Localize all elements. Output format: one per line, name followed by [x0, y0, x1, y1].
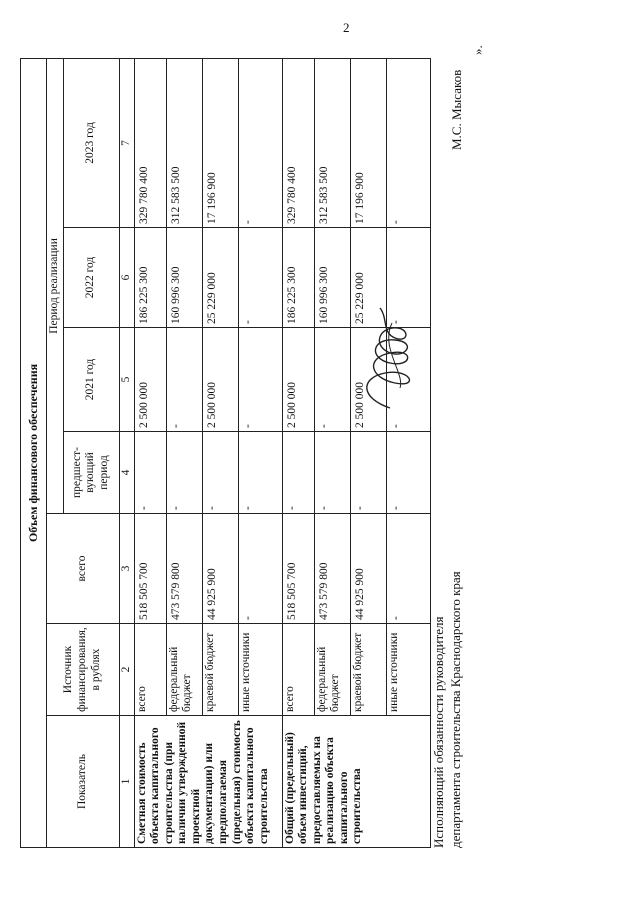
handwritten-signature [350, 298, 430, 418]
previous-cell: - [202, 432, 238, 514]
total-cell: 518 505 700 [134, 514, 166, 624]
previous-cell: - [350, 432, 386, 514]
source-cell: краевой бюджет [202, 624, 238, 716]
signer-position [430, 571, 464, 848]
y2021-cell: - [386, 328, 430, 432]
previous-cell: - [314, 432, 350, 514]
total-cell: 473 579 800 [314, 514, 350, 624]
column-number-row [119, 58, 134, 847]
y2023-cell: 17 196 900 [202, 58, 238, 227]
previous-cell: - [134, 432, 166, 514]
col-number: 5 [119, 328, 134, 432]
col-number: 1 [119, 716, 134, 848]
y2023-cell: - [238, 58, 282, 227]
y2021-cell: - [314, 328, 350, 432]
indicator-estimated-cost: Сметная стоимость объекта капитального строительства (при наличии утвержденной проектной документации) или предполагаемая (предельная) стоимость объекта капитального строительства [134, 716, 282, 848]
y2022-cell: - [238, 228, 282, 328]
header-source: Источник финансирования, в рублях [47, 624, 120, 716]
header-indicator: Показатель [47, 716, 120, 848]
y2022-cell: 25 229 000 [350, 228, 386, 328]
signer-position-line2: департамента строительства Краснодарского края [448, 571, 463, 848]
signer-name: М.С. Мысаков [449, 69, 464, 150]
y2023-cell: 312 583 500 [166, 58, 202, 227]
y2021-cell: 2 500 000 [350, 328, 386, 432]
y2021-cell: 2 500 000 [134, 328, 166, 432]
header-period: Период реализации [47, 58, 64, 513]
previous-cell: - [166, 432, 202, 514]
y2021-cell: 2 500 000 [282, 328, 314, 432]
total-cell: 44 925 900 [202, 514, 238, 624]
y2022-cell: - [386, 228, 430, 328]
indicator-total-investment: Общий (предельный) объем инвестиций, предоставляемых на реализацию объекта капитального строительства [282, 716, 430, 848]
col-number: 4 [119, 432, 134, 514]
previous-cell: - [386, 432, 430, 514]
total-cell: - [238, 514, 282, 624]
header-2022: 2022 год [63, 228, 119, 328]
closing-quote: ». [470, 45, 485, 55]
table-row [282, 58, 314, 847]
signer-position-line1: Исполняющий обязанности руководителя [431, 616, 446, 848]
y2022-cell: 160 996 300 [314, 228, 350, 328]
financing-table [20, 58, 431, 848]
header-2023: 2023 год [63, 58, 119, 227]
previous-cell: - [238, 432, 282, 514]
source-cell: краевой бюджет [350, 624, 386, 716]
previous-cell: - [282, 432, 314, 514]
y2022-cell: 186 225 300 [282, 228, 314, 328]
source-cell: всего [134, 624, 166, 716]
header-total: всего [47, 514, 120, 624]
header-previous: предшест-вующий период [63, 432, 119, 514]
col-number: 7 [119, 58, 134, 227]
source-cell: федеральный бюджет [314, 624, 350, 716]
y2022-cell: 25 229 000 [202, 228, 238, 328]
total-cell: 518 505 700 [282, 514, 314, 624]
total-cell: 44 925 900 [350, 514, 386, 624]
y2023-cell: 329 780 400 [134, 58, 166, 227]
y2021-cell: 2 500 000 [202, 328, 238, 432]
page-number: 2 [343, 20, 350, 35]
source-cell: всего [282, 624, 314, 716]
y2021-cell: - [238, 328, 282, 432]
y2021-cell: - [166, 328, 202, 432]
header-2021: 2021 год [63, 328, 119, 432]
rotated-content [20, 32, 480, 848]
col-number: 3 [119, 514, 134, 624]
y2023-cell: 17 196 900 [350, 58, 386, 227]
source-cell: иные источники [238, 624, 282, 716]
table-title: Объем финансового обеспечения [21, 58, 47, 847]
y2023-cell: 329 780 400 [282, 58, 314, 227]
total-cell: 473 579 800 [166, 514, 202, 624]
total-cell: - [386, 514, 430, 624]
y2023-cell: - [386, 58, 430, 227]
col-number: 2 [119, 624, 134, 716]
col-number: 6 [119, 228, 134, 328]
y2023-cell: 312 583 500 [314, 58, 350, 227]
source-cell: федеральный бюджет [166, 624, 202, 716]
table-row [134, 58, 166, 847]
y2022-cell: 186 225 300 [134, 228, 166, 328]
source-cell: иные источники [386, 624, 430, 716]
y2022-cell: 160 996 300 [166, 228, 202, 328]
